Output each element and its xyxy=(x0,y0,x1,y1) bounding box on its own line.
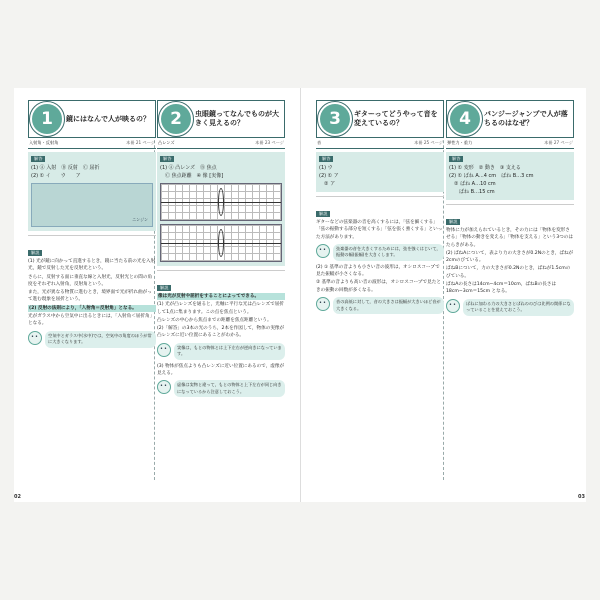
explanation-text xyxy=(316,219,444,241)
character-icon xyxy=(316,244,330,258)
explanation-paragraph: (1) 光が鏡に向かって直進するとき，鏡に当たる前の光を入射光，鏡で反射した光を反射光という。 xyxy=(28,259,156,272)
section-header xyxy=(28,100,156,138)
section-title: 虫眼鏡ってなんでものが大きく見えるの？ xyxy=(195,110,279,127)
character-icon xyxy=(157,343,171,357)
explanation-text xyxy=(157,363,285,378)
section-title: バンジージャンプで人が落ちるのはなぜ？ xyxy=(484,110,568,127)
answer-line: ばね B…15 cm xyxy=(449,189,495,195)
explanation-paragraph: さらに，反射する面に垂直な線と入射光，反射光との間の角度をそれぞれ入射角，反射角という。 xyxy=(28,274,153,287)
divider xyxy=(446,204,574,205)
answer-line: Ⓒ 焦点距離 ④ 像 [実像] xyxy=(160,173,224,179)
answer-tag: 解答 xyxy=(31,156,45,162)
explanation-paragraph: (2)「解答」の3本の光のうち，2本を作図して，物体の実像が凸レンズに近い位置にあることがわかる。 xyxy=(157,326,285,339)
divider xyxy=(157,270,285,271)
section-header xyxy=(446,100,574,138)
answer-tag: 解答 xyxy=(449,156,463,162)
answer-line: (1) Ⓐ 凸レンズ Ⓑ 焦点 xyxy=(160,165,217,171)
page-gutter xyxy=(300,88,301,502)
answer-tag: 解答 xyxy=(319,156,333,162)
figure-label: ニンジン xyxy=(132,217,148,222)
page-number-right: 03 xyxy=(578,494,585,500)
section-header xyxy=(157,100,285,138)
section-number-badge: 4 xyxy=(450,104,480,134)
answer-line: (1) ウ xyxy=(319,165,333,171)
section-subheader xyxy=(28,138,156,149)
explanation-tag: 解説 xyxy=(316,211,330,217)
convex-lens-icon xyxy=(218,188,224,216)
explanation-tag: 解説 xyxy=(157,285,171,291)
topic-label: 音 xyxy=(317,140,322,145)
explanation-paragraph: (1) 光が凸レンズを通ると，光軸に平行な光は凸レンズで屈折して1点に集まります。この点を焦点という。 xyxy=(157,302,284,315)
character-icon xyxy=(157,380,171,394)
explanation-text xyxy=(446,227,574,296)
section-number-badge: 3 xyxy=(320,104,350,134)
lens-diagram xyxy=(160,224,282,262)
tip-bubble: 実像は，もとの物体とは上下左右が逆向きになっています。 xyxy=(174,343,285,360)
explanation-text xyxy=(28,258,156,328)
explanation-paragraph: ばねAの長さは14cm−4cm＝10cm，ばねBの長さは18cm−3cm＝15cm となる。 xyxy=(446,282,557,295)
reference-page: 本冊 27 ページ xyxy=(544,140,573,145)
topic-label: 入射角・反射角 xyxy=(29,140,59,145)
answer-box xyxy=(157,152,285,266)
reference-page: 本冊 21 ページ xyxy=(126,140,155,145)
answer-line: (2) ① イ ウ ア xyxy=(31,173,81,179)
explanation-text xyxy=(316,264,444,294)
divider xyxy=(316,196,444,197)
section-number-badge: 2 xyxy=(161,104,191,134)
tip-note xyxy=(316,297,444,314)
section-number-badge: 1 xyxy=(32,104,62,134)
divider xyxy=(28,235,156,236)
section-title: 鏡にはなんで人が映るの？ xyxy=(66,114,150,123)
section-subheader xyxy=(446,138,574,149)
answer-line: ② ア xyxy=(319,181,336,187)
character-icon xyxy=(316,297,330,311)
tip-bubble: 弦楽器の音を大きくするためには，弦を強くはじいて，振動の幅(振幅)を大きくします。 xyxy=(333,244,444,261)
section-2 xyxy=(157,100,285,490)
explanation-paragraph: また，光が異なる物質に進むとき，境界面で光が折れ曲がって進む現象を屈折という。 xyxy=(28,290,152,303)
tip-note xyxy=(446,299,574,316)
explanation-tag: 解説 xyxy=(446,219,460,225)
topic-label: 凸レンズ xyxy=(158,140,175,145)
highlight-text: (2) 反射の法則により，「入射角＝反射角」となる。 xyxy=(28,305,156,312)
explanation-paragraph: 物体に力が加えられているとき，その力には「物体を変形させる」「物体の動きを変える」「物体を支える」という3つのはたらきがある。 xyxy=(446,228,573,248)
section-subheader xyxy=(316,138,444,149)
tip-bubble: ばねに加わる力の大きさとばねののびは比例の関係になっていることを覚えておこう。 xyxy=(463,299,574,316)
explanation-paragraph: (3) 物体が焦点よりも凸レンズに近い位置にあるので，虚像が見える。 xyxy=(157,363,285,377)
explanation-paragraph: ばねBについて，力の大きさが0.2Nのとき，ばねが1.5cmのびている。 xyxy=(446,266,571,279)
tip-note xyxy=(316,244,444,261)
answer-box xyxy=(316,152,444,192)
tip-note xyxy=(157,380,285,397)
explanation-tag: 解説 xyxy=(28,250,42,256)
character-icon xyxy=(28,331,42,345)
answer-tag: 解答 xyxy=(160,156,174,162)
page-number-left: 02 xyxy=(14,494,21,500)
section-subheader xyxy=(157,138,285,149)
section-header xyxy=(316,100,444,138)
section-4 xyxy=(446,100,574,490)
answer-box xyxy=(28,152,156,231)
answer-line: (1) ① 変形 ② 動き ③ 支える xyxy=(449,165,521,171)
reference-page: 本冊 25 ページ xyxy=(414,140,443,145)
tip-note xyxy=(157,343,285,360)
answer-line: (1) Ⓐ 入射 Ⓑ 反射 Ⓒ 屈折 xyxy=(31,165,100,171)
highlight-text: 像は光が反射や屈折をすることによってできる。 xyxy=(157,293,285,300)
section-1 xyxy=(28,100,156,490)
section-3 xyxy=(316,100,444,490)
diagram-figure xyxy=(31,183,153,227)
topic-label: 弾性力・重力 xyxy=(447,140,473,145)
explanation-text xyxy=(157,293,285,340)
reference-page: 本冊 23 ページ xyxy=(255,140,284,145)
tip-note xyxy=(28,331,156,348)
section-title: ギターってどうやって音を変えているの？ xyxy=(354,110,438,127)
answer-line: (2) ① ばね A…4 cm ばね B…3 cm xyxy=(449,173,534,179)
answer-line: (2) ① ア xyxy=(319,173,339,179)
explanation-paragraph: ギターなどの弦楽器の音を高くするには，「弦を細くする」「弦の振動する部分を短くする」「弦を張く強くする」といった方法があります。 xyxy=(316,220,443,240)
explanation-paragraph: (2) ばねAについて，表より力の大きさが0.2Nのとき，ばねが2cmのびている。 xyxy=(446,250,574,264)
tip-bubble: 音の高低に対して，音の大きさは振幅が大きいほど音が大きくなる。 xyxy=(333,297,444,314)
character-icon xyxy=(446,299,460,313)
lens-diagram xyxy=(160,183,282,221)
tip-bubble: 空気中とガラス中(水中)では，空気中の角度のほうが常に大きくなります。 xyxy=(45,331,156,348)
tip-bubble: 虚像は実物と違って，もとの物体と上下左右が同じ向きになっているから注意しておこう。 xyxy=(174,380,285,397)
explanation-paragraph: 凸レンズの中心から焦点までの距離を焦点距離という。 xyxy=(157,317,272,323)
answer-box xyxy=(446,152,574,200)
convex-lens-icon xyxy=(218,229,224,257)
explanation-paragraph: (2) ① 基準の音よりも小さい音の波形は，オシロスコープで見た振幅が小さくなる。 xyxy=(316,264,440,278)
explanation-paragraph: ② 基準の音よりも高い音の波形は，オシロスコープで見たときの振動の回数が多くなる。 xyxy=(316,280,441,293)
answer-line: ② ばね A…10 cm xyxy=(449,181,496,187)
explanation-paragraph: 光がガラス中から空気中に出るときには，「入射角＜屈折角」となる。 xyxy=(28,314,155,327)
